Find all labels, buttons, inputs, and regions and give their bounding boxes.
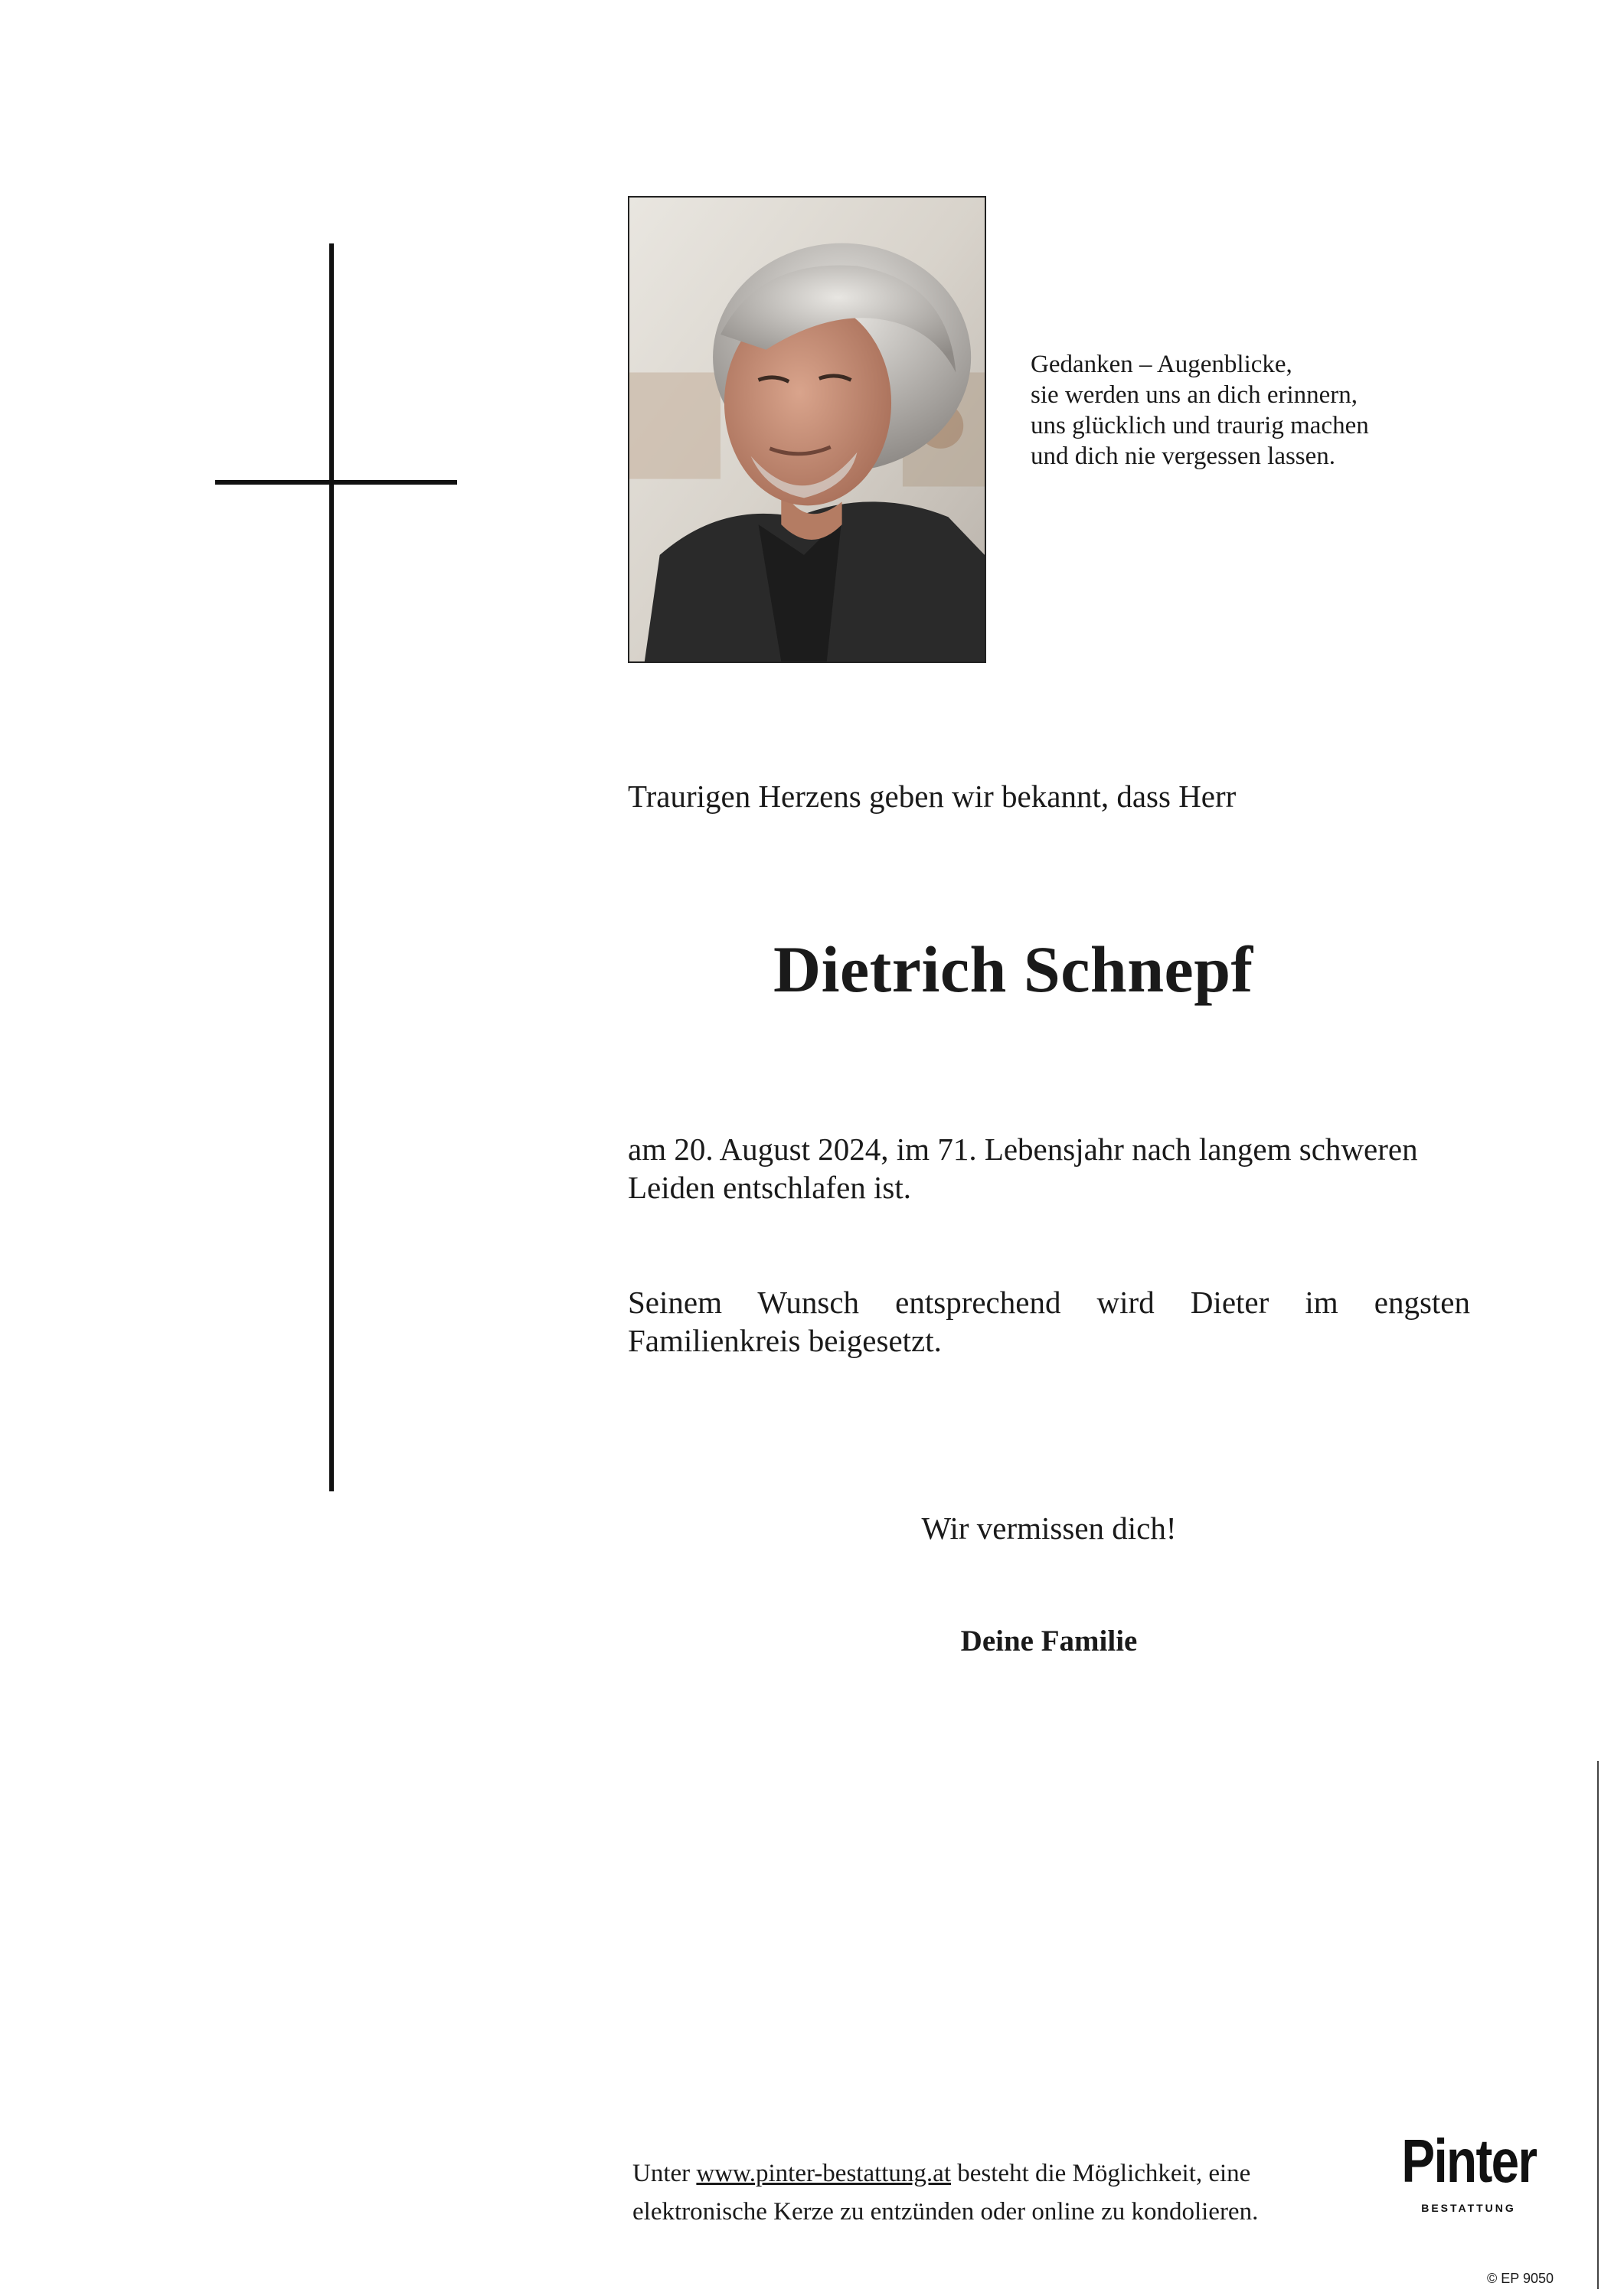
burial-paragraph (628, 1283, 1470, 1360)
footer-suffix: besteht die Möglichkeit, eine (951, 2160, 1251, 2187)
logo-wordmark: Pinter (1400, 2127, 1537, 2195)
scan-edge-line (1597, 1761, 1599, 2289)
footer-note (632, 2154, 1258, 2231)
signature: Deine Familie (960, 1625, 1138, 1657)
portrait-photo (628, 196, 986, 663)
footer-line-1 (632, 2154, 1258, 2193)
closing-line: Wir vermissen dich! (921, 1511, 1177, 1546)
poem-line: Gedanken – Augenblicke, (1031, 351, 1292, 378)
poem-line: und dich nie vergessen lassen. (1031, 443, 1336, 470)
death-date-paragraph (628, 1130, 1470, 1207)
cross-horizontal-bar (215, 480, 457, 485)
paragraph-line: Familienkreis beigesetzt. (628, 1323, 942, 1358)
poem-line: uns glücklich und traurig machen (1031, 412, 1369, 439)
footer-prefix: Unter (632, 2160, 697, 2187)
copyright-mark: © EP 9050 (1487, 2271, 1554, 2286)
poem-line: sie werden uns an dich erinnern, (1031, 381, 1358, 409)
cross-vertical-bar (329, 243, 334, 1491)
portrait-image (629, 198, 985, 661)
website-link[interactable]: www.pinter-bestattung.at (696, 2160, 952, 2187)
logo-subtitle: BESTATTUNG (1421, 2202, 1516, 2214)
paragraph-line: am 20. August 2024, im 71. Lebensjahr nach langem schweren (628, 1132, 1418, 1167)
footer-line-2: elektronische Kerze zu entzünden oder online zu kondolieren. (632, 2198, 1259, 2226)
paragraph-line: Leiden entschlafen ist. (628, 1170, 912, 1205)
deceased-name: Dietrich Schnepf (773, 932, 1253, 1006)
memorial-poem (1031, 349, 1369, 472)
announcement-intro: Traurigen Herzens geben wir bekannt, dass Herr (628, 779, 1237, 814)
pinter-logo (1377, 2127, 1560, 2214)
paragraph-line: Seinem Wunsch entsprechend wird Dieter im engsten (628, 1285, 1470, 1320)
